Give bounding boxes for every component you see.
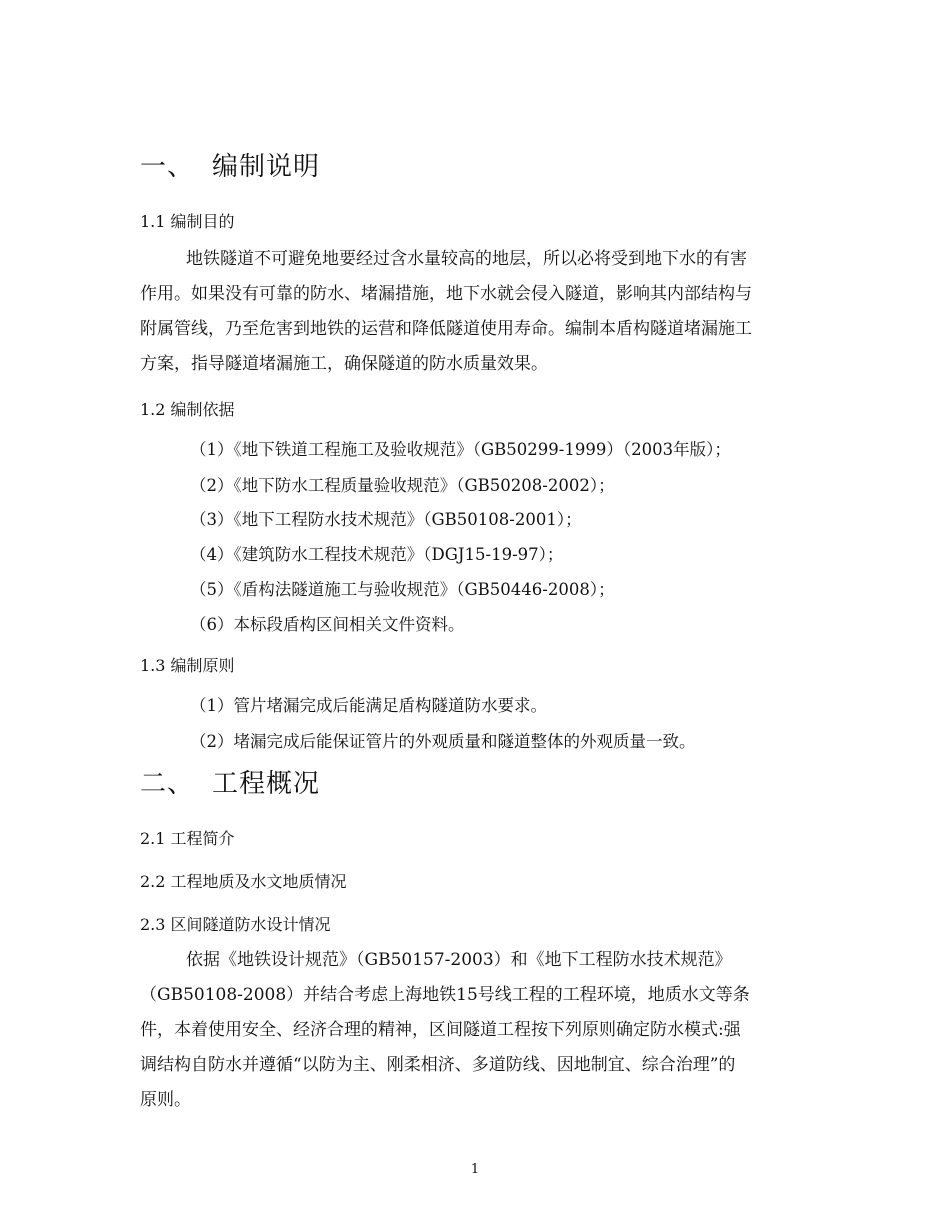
basis-item: （5）《盾构法隧道施工与验收规范》（GB50446-2008）； — [190, 580, 615, 599]
paragraph-purpose — [140, 242, 816, 382]
paragraph-line: 原则。 — [140, 1090, 191, 1110]
basis-item: （4）《建筑防水工程技术规范》（DGJ15-19-97）； — [190, 545, 564, 564]
basis-item: （2）《地下防水工程质量验收规范》（GB50208-2002）； — [190, 476, 615, 495]
paragraph-line: 方案，指导隧道堵漏施工，确保隧道的防水质量效果。 — [140, 354, 548, 374]
paragraph-line: 件，本着使用安全、经济合理的精神，区间隧道工程按下列原则确定防水模式:强 — [140, 1020, 741, 1040]
subsection-2-3-heading: 2.3 区间隧道防水设计情况 — [140, 915, 331, 934]
section-1-heading — [140, 146, 320, 183]
paragraph-line: 调结构自防水并遵循“以防为主、刚柔相济、多道防线、因地制宜、综合治理”的 — [140, 1055, 736, 1075]
paragraph-waterproof-design — [140, 943, 816, 1118]
subsection-2-1-heading: 2.1 工程简介 — [140, 829, 235, 848]
paragraph-line: 作用。如果没有可靠的防水、堵漏措施，地下水就会侵入隧道，影响其内部结构与 — [140, 284, 752, 304]
page-number: 1 — [470, 1162, 480, 1177]
section-1-title: 编制说明 — [212, 152, 321, 182]
section-2-heading — [140, 763, 320, 800]
basis-item: （3）《地下工程防水技术规范》（GB50108-2001）； — [190, 510, 582, 529]
subsection-2-2-heading: 2.2 工程地质及水文地质情况 — [140, 872, 347, 891]
paragraph-line: 地铁隧道不可避免地要经过含水量较高的地层，所以必将受到地下水的有害 — [186, 249, 747, 269]
paragraph-line: 附属管线，乃至危害到地铁的运营和降低隧道使用寿命。编制本盾构隧道堵漏施工 — [140, 319, 752, 339]
basis-item: （1）《地下铁道工程施工及验收规范》（GB50299-1999）（2003年版）； — [190, 440, 731, 459]
subsection-1-1-heading: 1.1 编制目的 — [140, 212, 235, 231]
principle-item: （1）管片堵漏完成后能满足盾构隧道防水要求。 — [190, 696, 547, 715]
section-2-title: 工程概况 — [212, 769, 321, 799]
principle-item: （2）堵漏完成后能保证管片的外观质量和隧道整体的外观质量一致。 — [190, 732, 696, 751]
section-1-number: 一、 — [140, 152, 195, 182]
paragraph-line: （GB50108-2008）并结合考虑上海地铁15号线工程的工程环境，地质水文等条 — [140, 985, 750, 1005]
paragraph-line: 依据《地铁设计规范》（GB50157-2003）和《地下工程防水技术规范》 — [186, 950, 732, 970]
subsection-1-2-heading: 1.2 编制依据 — [140, 400, 235, 419]
section-2-number: 二、 — [140, 769, 195, 799]
subsection-1-3-heading: 1.3 编制原则 — [140, 656, 235, 675]
basis-item: （6）本标段盾构区间相关文件资料。 — [190, 615, 465, 634]
